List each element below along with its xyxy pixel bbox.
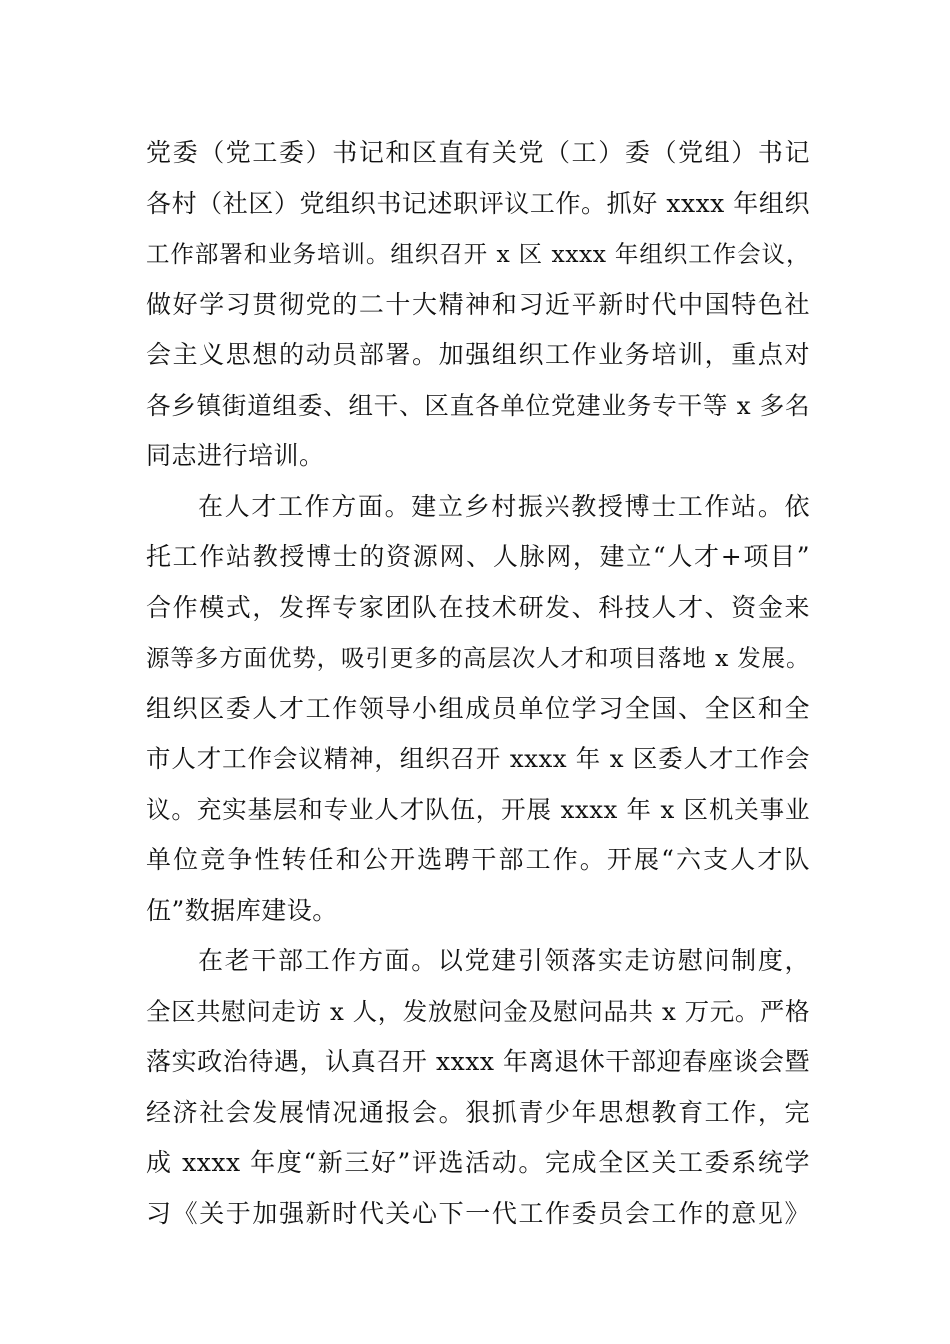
text-line: 在人才工作方面。建立乡村振兴教授博士工作站。依 bbox=[198, 491, 810, 521]
text-line: 托工作站教授博士的资源网、人脉网，建立“人才+项目” bbox=[146, 542, 810, 571]
text-line: 源等多方面优势，吸引更多的高层次人才和项目落地 x 发展。 bbox=[146, 644, 810, 672]
text-line: 习《关于加强新时代关心下一代工作委员会工作的意见》 bbox=[146, 1198, 810, 1228]
text-line: 成 xxxx 年度“新三好”评选活动。完成全区关工委系统学 bbox=[146, 1148, 810, 1177]
paragraph-talent-work bbox=[146, 482, 810, 937]
text-line: 同志进行培训。 bbox=[146, 441, 325, 470]
text-line: 党委（党工委）书记和区直有关党（工）委（党组）书记 bbox=[146, 138, 810, 167]
text-line: 在老干部工作方面。以党建引领落实走访慰问制度， bbox=[198, 946, 810, 975]
text-line: 全区共慰问走访 x 人，发放慰问金及慰问品共 x 万元。严格 bbox=[146, 996, 810, 1026]
text-line: 落实政治待遇，认真召开 xxxx 年离退休干部迎春座谈会暨 bbox=[146, 1047, 810, 1076]
text-line: 会主义思想的动员部署。加强组织工作业务培训，重点对 bbox=[146, 340, 810, 369]
text-line: 伍”数据库建设。 bbox=[146, 895, 338, 925]
text-line: 议。充实基层和专业人才队伍，开展 xxxx 年 x 区机关事业 bbox=[146, 794, 810, 824]
text-line: 合作模式，发挥专家团队在技术研发、科技人才、资金来 bbox=[146, 592, 810, 622]
text-line: 工作部署和业务培训。组织召开 x 区 xxxx 年组织工作会议， bbox=[146, 240, 810, 268]
body-text bbox=[146, 128, 810, 1239]
text-line: 经济社会发展情况通报会。狠抓青少年思想教育工作，完 bbox=[146, 1097, 810, 1127]
paragraph-veteran-cadre-work bbox=[146, 936, 810, 1239]
text-line: 单位竞争性转任和公开选聘干部工作。开展“六支人才队 bbox=[146, 845, 810, 874]
text-line: 市人才工作会议精神，组织召开 xxxx 年 x 区委人才工作会 bbox=[146, 744, 810, 773]
paragraph-organization-work bbox=[146, 128, 810, 482]
text-line: 组织区委人才工作领导小组成员单位学习全国、全区和全 bbox=[146, 693, 810, 723]
text-line: 做好学习贯彻党的二十大精神和习近平新时代中国特色社 bbox=[146, 289, 810, 319]
text-line: 各村（社区）党组织书记述职评议工作。抓好 xxxx 年组织 bbox=[146, 188, 810, 218]
text-line: 各乡镇街道组委、组干、区直各单位党建业务专干等 x 多名 bbox=[146, 390, 810, 420]
